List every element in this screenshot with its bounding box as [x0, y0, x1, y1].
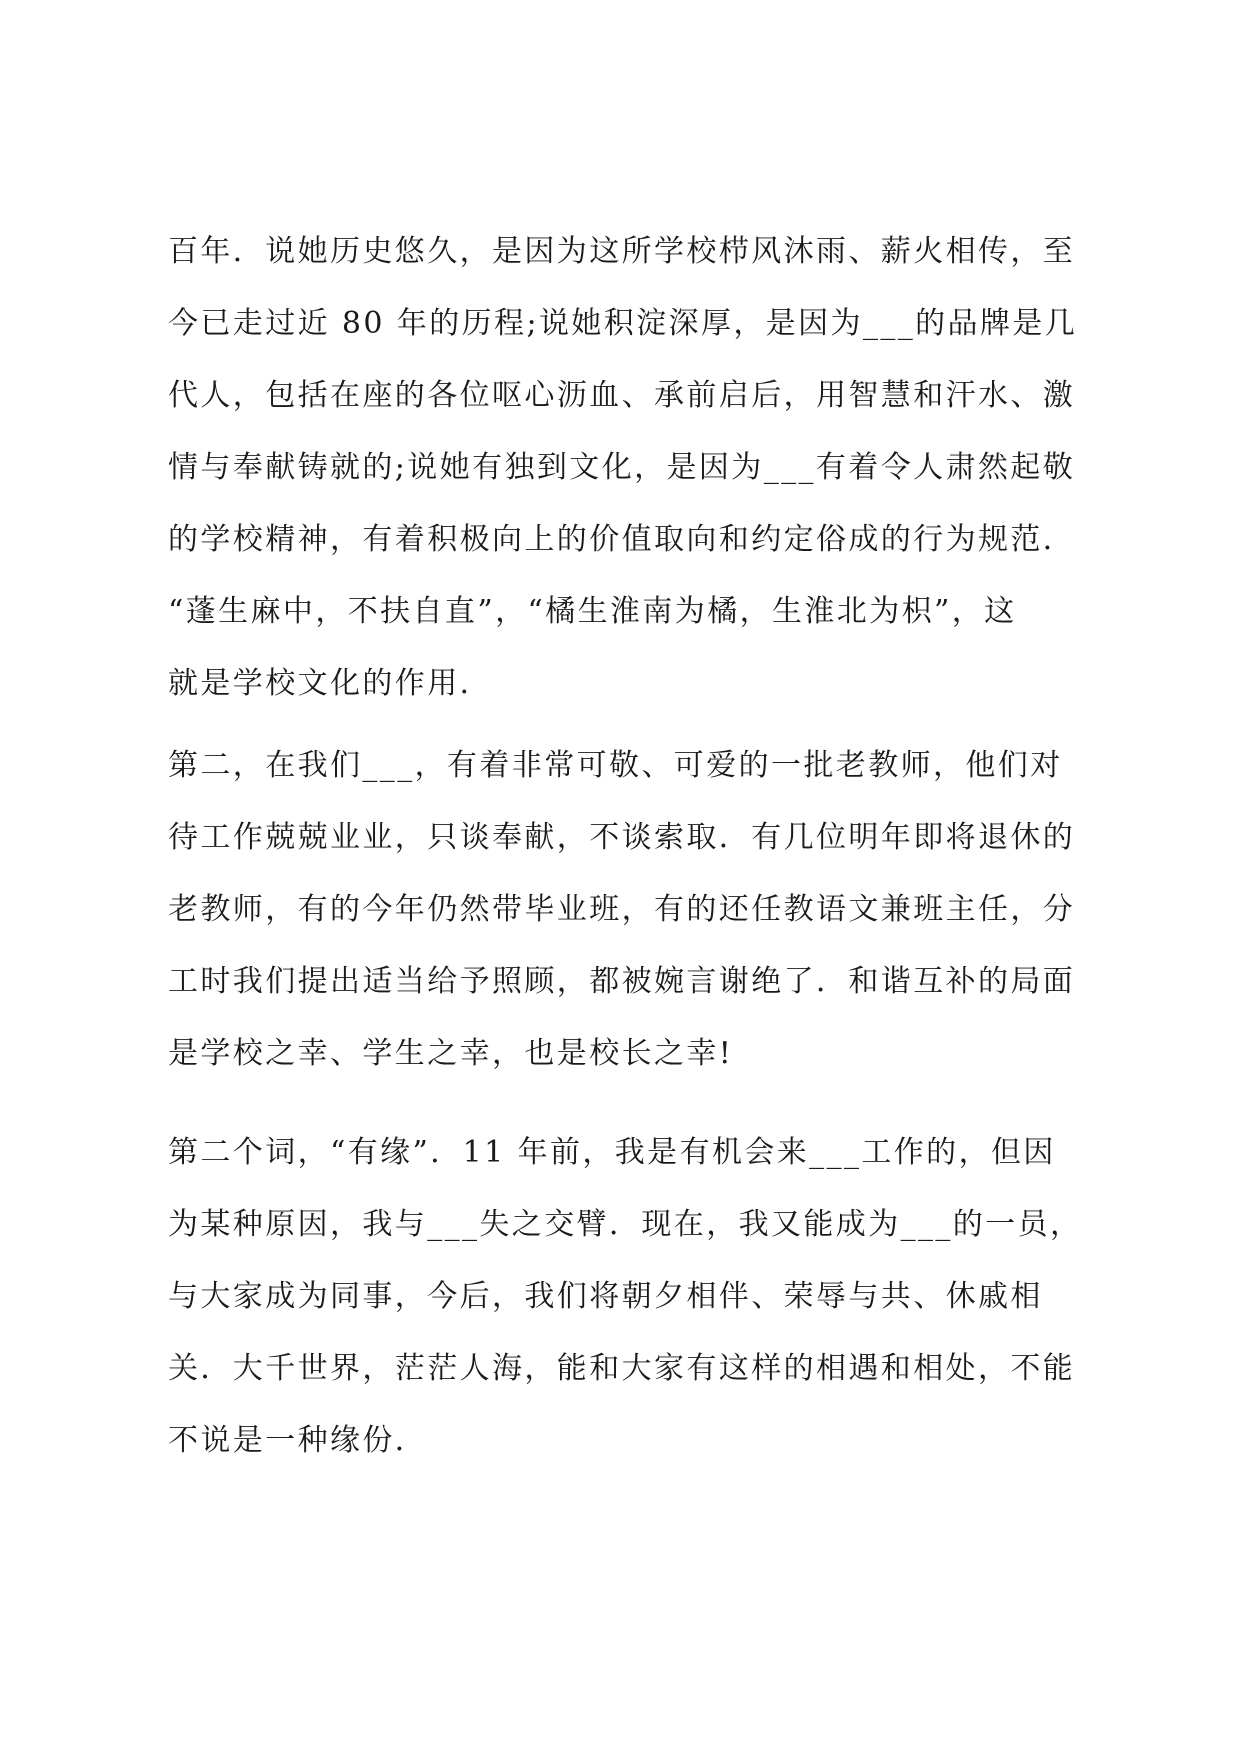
paragraph-old-teachers: [168, 730, 1088, 1090]
text-line: 第二，在我们___，有着非常可敬、可爱的一批老教师，他们对: [168, 748, 1063, 783]
text-line: 老教师，有的今年仍然带毕业班，有的还任教语文兼班主任，分: [168, 892, 1076, 927]
text-line: 的学校精神，有着积极向上的价值取向和约定俗成的行为规范．: [168, 522, 1076, 557]
text-line: 第二个词，“有缘”．11 年前，我是有机会来___工作的，但因: [168, 1135, 1056, 1170]
text-line: 工时我们提出适当给予照顾，都被婉言谢绝了．和谐互补的局面: [168, 964, 1076, 999]
text-line: 是学校之幸、学生之幸，也是校长之幸!: [168, 1036, 734, 1071]
paragraph-school-history: [168, 216, 1088, 720]
text-line: 情与奉献铸就的;说她有独到文化，是因为___有着令人肃然起敬: [168, 450, 1076, 485]
text-line: 代人，包括在座的各位呕心沥血、承前启后，用智慧和汗水、激: [168, 378, 1076, 413]
text-line: 百年．说她历史悠久，是因为这所学校栉风沐雨、薪火相传，至: [168, 234, 1076, 269]
text-line: 今已走过近 80 年的历程;说她积淀深厚，是因为___的品牌是几: [168, 306, 1078, 341]
text-line: 不说是一种缘份．: [168, 1423, 428, 1458]
text-line: 与大家成为同事，今后，我们将朝夕相伴、荣辱与共、休戚相: [168, 1279, 1043, 1314]
text-line: 待工作兢兢业业，只谈奉献，不谈索取．有几位明年即将退休的: [168, 820, 1076, 855]
text-line: 为某种原因，我与___失之交臂．现在，我又能成为___的一员，: [168, 1207, 1083, 1242]
text-line: “蓬生麻中，不扶自直”，“橘生淮南为橘，生淮北为枳”，这: [168, 594, 1017, 629]
text-line: 关．大千世界，茫茫人海，能和大家有这样的相遇和相处，不能: [168, 1351, 1076, 1386]
paragraph-fate: [168, 1117, 1088, 1477]
text-line: 就是学校文化的作用．: [168, 666, 492, 701]
